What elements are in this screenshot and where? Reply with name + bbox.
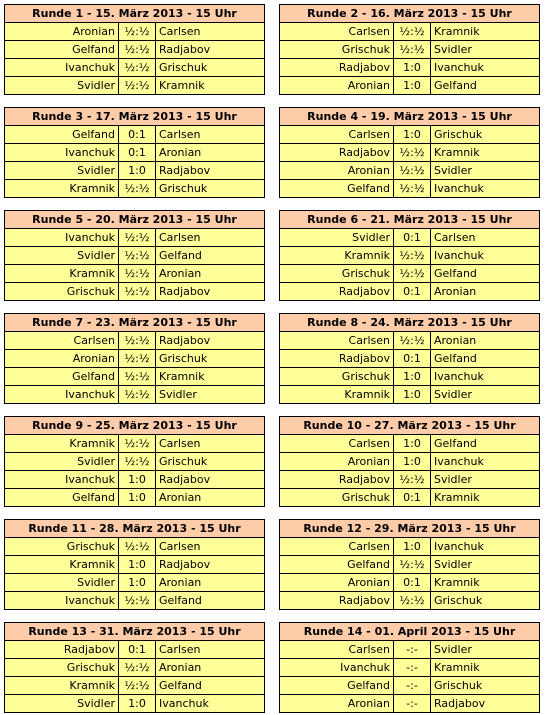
black-player: Ivanchuk — [434, 455, 484, 468]
white-player: Svidler — [5, 162, 119, 179]
round-title: Runde 3 - 17. März 2013 - 15 Uhr — [5, 108, 264, 126]
black-player: Carlsen — [159, 540, 201, 553]
black-player: Radjabov — [159, 473, 211, 486]
white-player: Radjabov — [280, 144, 394, 161]
game-row — [5, 283, 264, 300]
game-row — [280, 435, 539, 453]
game-result: ½:½ — [119, 386, 156, 403]
black-player: Radjabov — [159, 285, 211, 298]
game-row — [280, 386, 539, 403]
game-result: -:- — [394, 677, 431, 694]
black-player: Svidler — [159, 388, 197, 401]
black-player: Carlsen — [434, 231, 476, 244]
black-player: Carlsen — [159, 643, 201, 656]
white-player: Svidler — [5, 247, 119, 264]
game-row — [5, 229, 264, 247]
round-table — [4, 4, 265, 95]
white-player: Gelfand — [280, 556, 394, 573]
game-result: 1:0 — [119, 695, 156, 712]
game-row — [5, 180, 264, 197]
white-player: Carlsen — [280, 538, 394, 555]
white-player: Kramnik — [5, 180, 119, 197]
black-player: Ivanchuk — [434, 540, 484, 553]
game-result: 1:0 — [394, 77, 431, 94]
white-player: Grischuk — [280, 265, 394, 282]
round-title: Runde 12 - 29. März 2013 - 15 Uhr — [280, 520, 539, 538]
white-player: Grischuk — [280, 41, 394, 58]
game-result: ½:½ — [394, 144, 431, 161]
game-result: 1:0 — [394, 59, 431, 76]
black-player: Gelfand — [159, 594, 202, 607]
white-player: Gelfand — [5, 41, 119, 58]
game-row — [280, 59, 539, 77]
round-table — [279, 313, 540, 404]
game-row — [280, 368, 539, 386]
black-player: Radjabov — [159, 164, 211, 177]
game-row — [5, 162, 264, 180]
game-result: ½:½ — [394, 332, 431, 349]
game-row — [5, 144, 264, 162]
game-row — [280, 641, 539, 659]
round-title: Runde 6 - 21. März 2013 - 15 Uhr — [280, 211, 539, 229]
game-row — [5, 556, 264, 574]
white-player: Kramnik — [280, 386, 394, 403]
round-table — [4, 519, 265, 610]
black-player: Kramnik — [434, 146, 480, 159]
game-result: ½:½ — [119, 247, 156, 264]
game-result: ½:½ — [394, 41, 431, 58]
game-result: ½:½ — [119, 435, 156, 452]
game-result: 1:0 — [119, 162, 156, 179]
black-player: Kramnik — [159, 79, 205, 92]
game-result: 1:0 — [119, 471, 156, 488]
white-player: Svidler — [5, 574, 119, 591]
game-row — [5, 77, 264, 94]
game-row — [5, 332, 264, 350]
game-result: -:- — [394, 641, 431, 658]
white-player: Grischuk — [5, 283, 119, 300]
black-player: Radjabov — [159, 43, 211, 56]
game-row — [280, 677, 539, 695]
white-player: Kramnik — [280, 247, 394, 264]
white-player: Carlsen — [280, 126, 394, 143]
game-row — [5, 677, 264, 695]
game-result: -:- — [394, 659, 431, 676]
game-row — [5, 453, 264, 471]
white-player: Aronian — [280, 453, 394, 470]
game-result: 0:1 — [394, 489, 431, 506]
black-player: Aronian — [159, 576, 202, 589]
black-player: Aronian — [434, 334, 477, 347]
game-row — [5, 350, 264, 368]
black-player: Kramnik — [434, 491, 480, 504]
round-title: Runde 11 - 28. März 2013 - 15 Uhr — [5, 520, 264, 538]
white-player: Aronian — [5, 350, 119, 367]
black-player: Kramnik — [434, 661, 480, 674]
game-row — [5, 435, 264, 453]
game-result: ½:½ — [394, 247, 431, 264]
white-player: Radjabov — [5, 641, 119, 658]
game-result: 1:0 — [394, 386, 431, 403]
game-result: 0:1 — [119, 144, 156, 161]
white-player: Radjabov — [280, 59, 394, 76]
white-player: Carlsen — [280, 332, 394, 349]
game-result: -:- — [394, 695, 431, 712]
white-player: Aronian — [280, 574, 394, 591]
game-row — [280, 332, 539, 350]
game-result: ½:½ — [119, 677, 156, 694]
game-row — [280, 659, 539, 677]
white-player: Svidler — [280, 229, 394, 246]
game-row — [280, 77, 539, 94]
game-row — [280, 592, 539, 609]
game-result: ½:½ — [119, 368, 156, 385]
white-player: Svidler — [5, 453, 119, 470]
white-player: Svidler — [5, 695, 119, 712]
game-result: ½:½ — [119, 332, 156, 349]
game-result: ½:½ — [394, 180, 431, 197]
game-row — [280, 538, 539, 556]
game-row — [5, 386, 264, 403]
game-result: ½:½ — [119, 180, 156, 197]
black-player: Kramnik — [434, 25, 480, 38]
game-result: 1:0 — [394, 453, 431, 470]
game-result: 0:1 — [394, 574, 431, 591]
game-row — [280, 695, 539, 712]
game-row — [5, 471, 264, 489]
game-result: ½:½ — [394, 265, 431, 282]
game-row — [280, 265, 539, 283]
game-row — [5, 695, 264, 712]
game-result: ½:½ — [119, 538, 156, 555]
game-result: ½:½ — [119, 23, 156, 40]
round-table — [279, 210, 540, 301]
white-player: Ivanchuk — [5, 229, 119, 246]
game-result: 1:0 — [394, 538, 431, 555]
round-title: Runde 2 - 16. März 2013 - 15 Uhr — [280, 5, 539, 23]
white-player: Ivanchuk — [5, 144, 119, 161]
white-player: Gelfand — [5, 126, 119, 143]
game-row — [5, 265, 264, 283]
game-result: 0:1 — [394, 350, 431, 367]
black-player: Aronian — [159, 146, 202, 159]
game-result: 1:0 — [119, 489, 156, 506]
game-result: 0:1 — [119, 641, 156, 658]
white-player: Carlsen — [280, 23, 394, 40]
game-result: ½:½ — [119, 59, 156, 76]
round-title: Runde 1 - 15. März 2013 - 15 Uhr — [5, 5, 264, 23]
game-row — [280, 41, 539, 59]
game-row — [280, 574, 539, 592]
round-title: Runde 10 - 27. März 2013 - 15 Uhr — [280, 417, 539, 435]
white-player: Carlsen — [280, 435, 394, 452]
round-table — [279, 4, 540, 95]
game-result: ½:½ — [394, 592, 431, 609]
game-result: ½:½ — [119, 350, 156, 367]
black-player: Grischuk — [159, 61, 208, 74]
game-row — [280, 23, 539, 41]
round-table — [279, 622, 540, 713]
round-title: Runde 8 - 24. März 2013 - 15 Uhr — [280, 314, 539, 332]
white-player: Gelfand — [280, 677, 394, 694]
white-player: Aronian — [5, 23, 119, 40]
game-result: ½:½ — [394, 162, 431, 179]
game-row — [5, 592, 264, 609]
black-player: Ivanchuk — [159, 697, 209, 710]
white-player: Ivanchuk — [5, 59, 119, 76]
game-row — [280, 247, 539, 265]
black-player: Grischuk — [434, 128, 483, 141]
black-player: Radjabov — [159, 334, 211, 347]
white-player: Kramnik — [5, 435, 119, 452]
black-player: Carlsen — [159, 231, 201, 244]
game-row — [5, 489, 264, 506]
round-table — [279, 107, 540, 198]
white-player: Carlsen — [5, 332, 119, 349]
game-row — [280, 350, 539, 368]
game-result: 1:0 — [394, 368, 431, 385]
game-row — [5, 538, 264, 556]
game-row — [5, 23, 264, 41]
round-table — [4, 107, 265, 198]
round-title: Runde 4 - 19. März 2013 - 15 Uhr — [280, 108, 539, 126]
white-player: Gelfand — [5, 489, 119, 506]
game-result: 1:0 — [394, 435, 431, 452]
black-player: Ivanchuk — [434, 249, 484, 262]
round-title: Runde 9 - 25. März 2013 - 15 Uhr — [5, 417, 264, 435]
white-player: Kramnik — [5, 677, 119, 694]
black-player: Radjabov — [434, 697, 486, 710]
game-result: ½:½ — [119, 659, 156, 676]
white-player: Gelfand — [5, 368, 119, 385]
white-player: Ivanchuk — [5, 592, 119, 609]
white-player: Kramnik — [5, 556, 119, 573]
white-player: Grischuk — [5, 659, 119, 676]
white-player: Aronian — [280, 162, 394, 179]
white-player: Grischuk — [5, 538, 119, 555]
game-result: 1:0 — [119, 574, 156, 591]
black-player: Svidler — [434, 388, 472, 401]
game-row — [280, 453, 539, 471]
black-player: Aronian — [434, 285, 477, 298]
round-title: Runde 14 - 01. April 2013 - 15 Uhr — [280, 623, 539, 641]
game-result: ½:½ — [119, 453, 156, 470]
game-result: 0:1 — [119, 126, 156, 143]
black-player: Radjabov — [159, 558, 211, 571]
black-player: Svidler — [434, 643, 472, 656]
black-player: Svidler — [434, 43, 472, 56]
black-player: Gelfand — [434, 352, 477, 365]
white-player: Ivanchuk — [5, 471, 119, 488]
white-player: Radjabov — [280, 350, 394, 367]
game-row — [280, 162, 539, 180]
black-player: Ivanchuk — [434, 370, 484, 383]
game-result: ½:½ — [394, 23, 431, 40]
game-row — [5, 126, 264, 144]
game-result: ½:½ — [119, 592, 156, 609]
game-result: ½:½ — [394, 556, 431, 573]
game-row — [5, 659, 264, 677]
white-player: Radjabov — [280, 283, 394, 300]
game-row — [280, 229, 539, 247]
round-title: Runde 5 - 20. März 2013 - 15 Uhr — [5, 211, 264, 229]
round-table — [4, 210, 265, 301]
game-result: ½:½ — [119, 265, 156, 282]
white-player: Grischuk — [280, 368, 394, 385]
white-player: Gelfand — [280, 180, 394, 197]
black-player: Ivanchuk — [434, 61, 484, 74]
game-result: 0:1 — [394, 229, 431, 246]
black-player: Grischuk — [434, 679, 483, 692]
game-row — [280, 283, 539, 300]
white-player: Carlsen — [280, 641, 394, 658]
black-player: Grischuk — [434, 594, 483, 607]
black-player: Aronian — [159, 267, 202, 280]
black-player: Carlsen — [159, 128, 201, 141]
white-player: Ivanchuk — [5, 386, 119, 403]
round-table — [4, 622, 265, 713]
black-player: Svidler — [434, 558, 472, 571]
game-result: ½:½ — [119, 283, 156, 300]
game-row — [5, 59, 264, 77]
game-row — [280, 126, 539, 144]
round-table — [279, 416, 540, 507]
game-row — [280, 556, 539, 574]
game-row — [280, 180, 539, 197]
black-player: Aronian — [159, 491, 202, 504]
white-player: Ivanchuk — [280, 659, 394, 676]
round-title: Runde 7 - 23. März 2013 - 15 Uhr — [5, 314, 264, 332]
black-player: Carlsen — [159, 437, 201, 450]
game-row — [5, 641, 264, 659]
black-player: Gelfand — [159, 679, 202, 692]
game-result: 1:0 — [119, 556, 156, 573]
game-row — [5, 247, 264, 265]
black-player: Svidler — [434, 164, 472, 177]
white-player: Aronian — [280, 695, 394, 712]
black-player: Gelfand — [159, 249, 202, 262]
game-row — [5, 574, 264, 592]
black-player: Gelfand — [434, 267, 477, 280]
black-player: Grischuk — [159, 455, 208, 468]
game-result: ½:½ — [119, 229, 156, 246]
game-result: ½:½ — [394, 471, 431, 488]
round-table — [4, 313, 265, 404]
black-player: Kramnik — [159, 370, 205, 383]
game-row — [5, 41, 264, 59]
black-player: Gelfand — [434, 437, 477, 450]
game-row — [280, 144, 539, 162]
black-player: Kramnik — [434, 576, 480, 589]
black-player: Ivanchuk — [434, 182, 484, 195]
black-player: Grischuk — [159, 352, 208, 365]
round-table — [279, 519, 540, 610]
black-player: Carlsen — [159, 25, 201, 38]
black-player: Svidler — [434, 473, 472, 486]
white-player: Aronian — [280, 77, 394, 94]
game-result: 1:0 — [394, 126, 431, 143]
game-result: 0:1 — [394, 283, 431, 300]
game-result: ½:½ — [119, 77, 156, 94]
round-title: Runde 13 - 31. März 2013 - 15 Uhr — [5, 623, 264, 641]
game-result: ½:½ — [119, 41, 156, 58]
game-row — [280, 489, 539, 506]
black-player: Aronian — [159, 661, 202, 674]
white-player: Kramnik — [5, 265, 119, 282]
game-row — [5, 368, 264, 386]
game-row — [280, 471, 539, 489]
white-player: Svidler — [5, 77, 119, 94]
white-player: Radjabov — [280, 592, 394, 609]
round-table — [4, 416, 265, 507]
black-player: Gelfand — [434, 79, 477, 92]
black-player: Grischuk — [159, 182, 208, 195]
white-player: Grischuk — [280, 489, 394, 506]
white-player: Radjabov — [280, 471, 394, 488]
